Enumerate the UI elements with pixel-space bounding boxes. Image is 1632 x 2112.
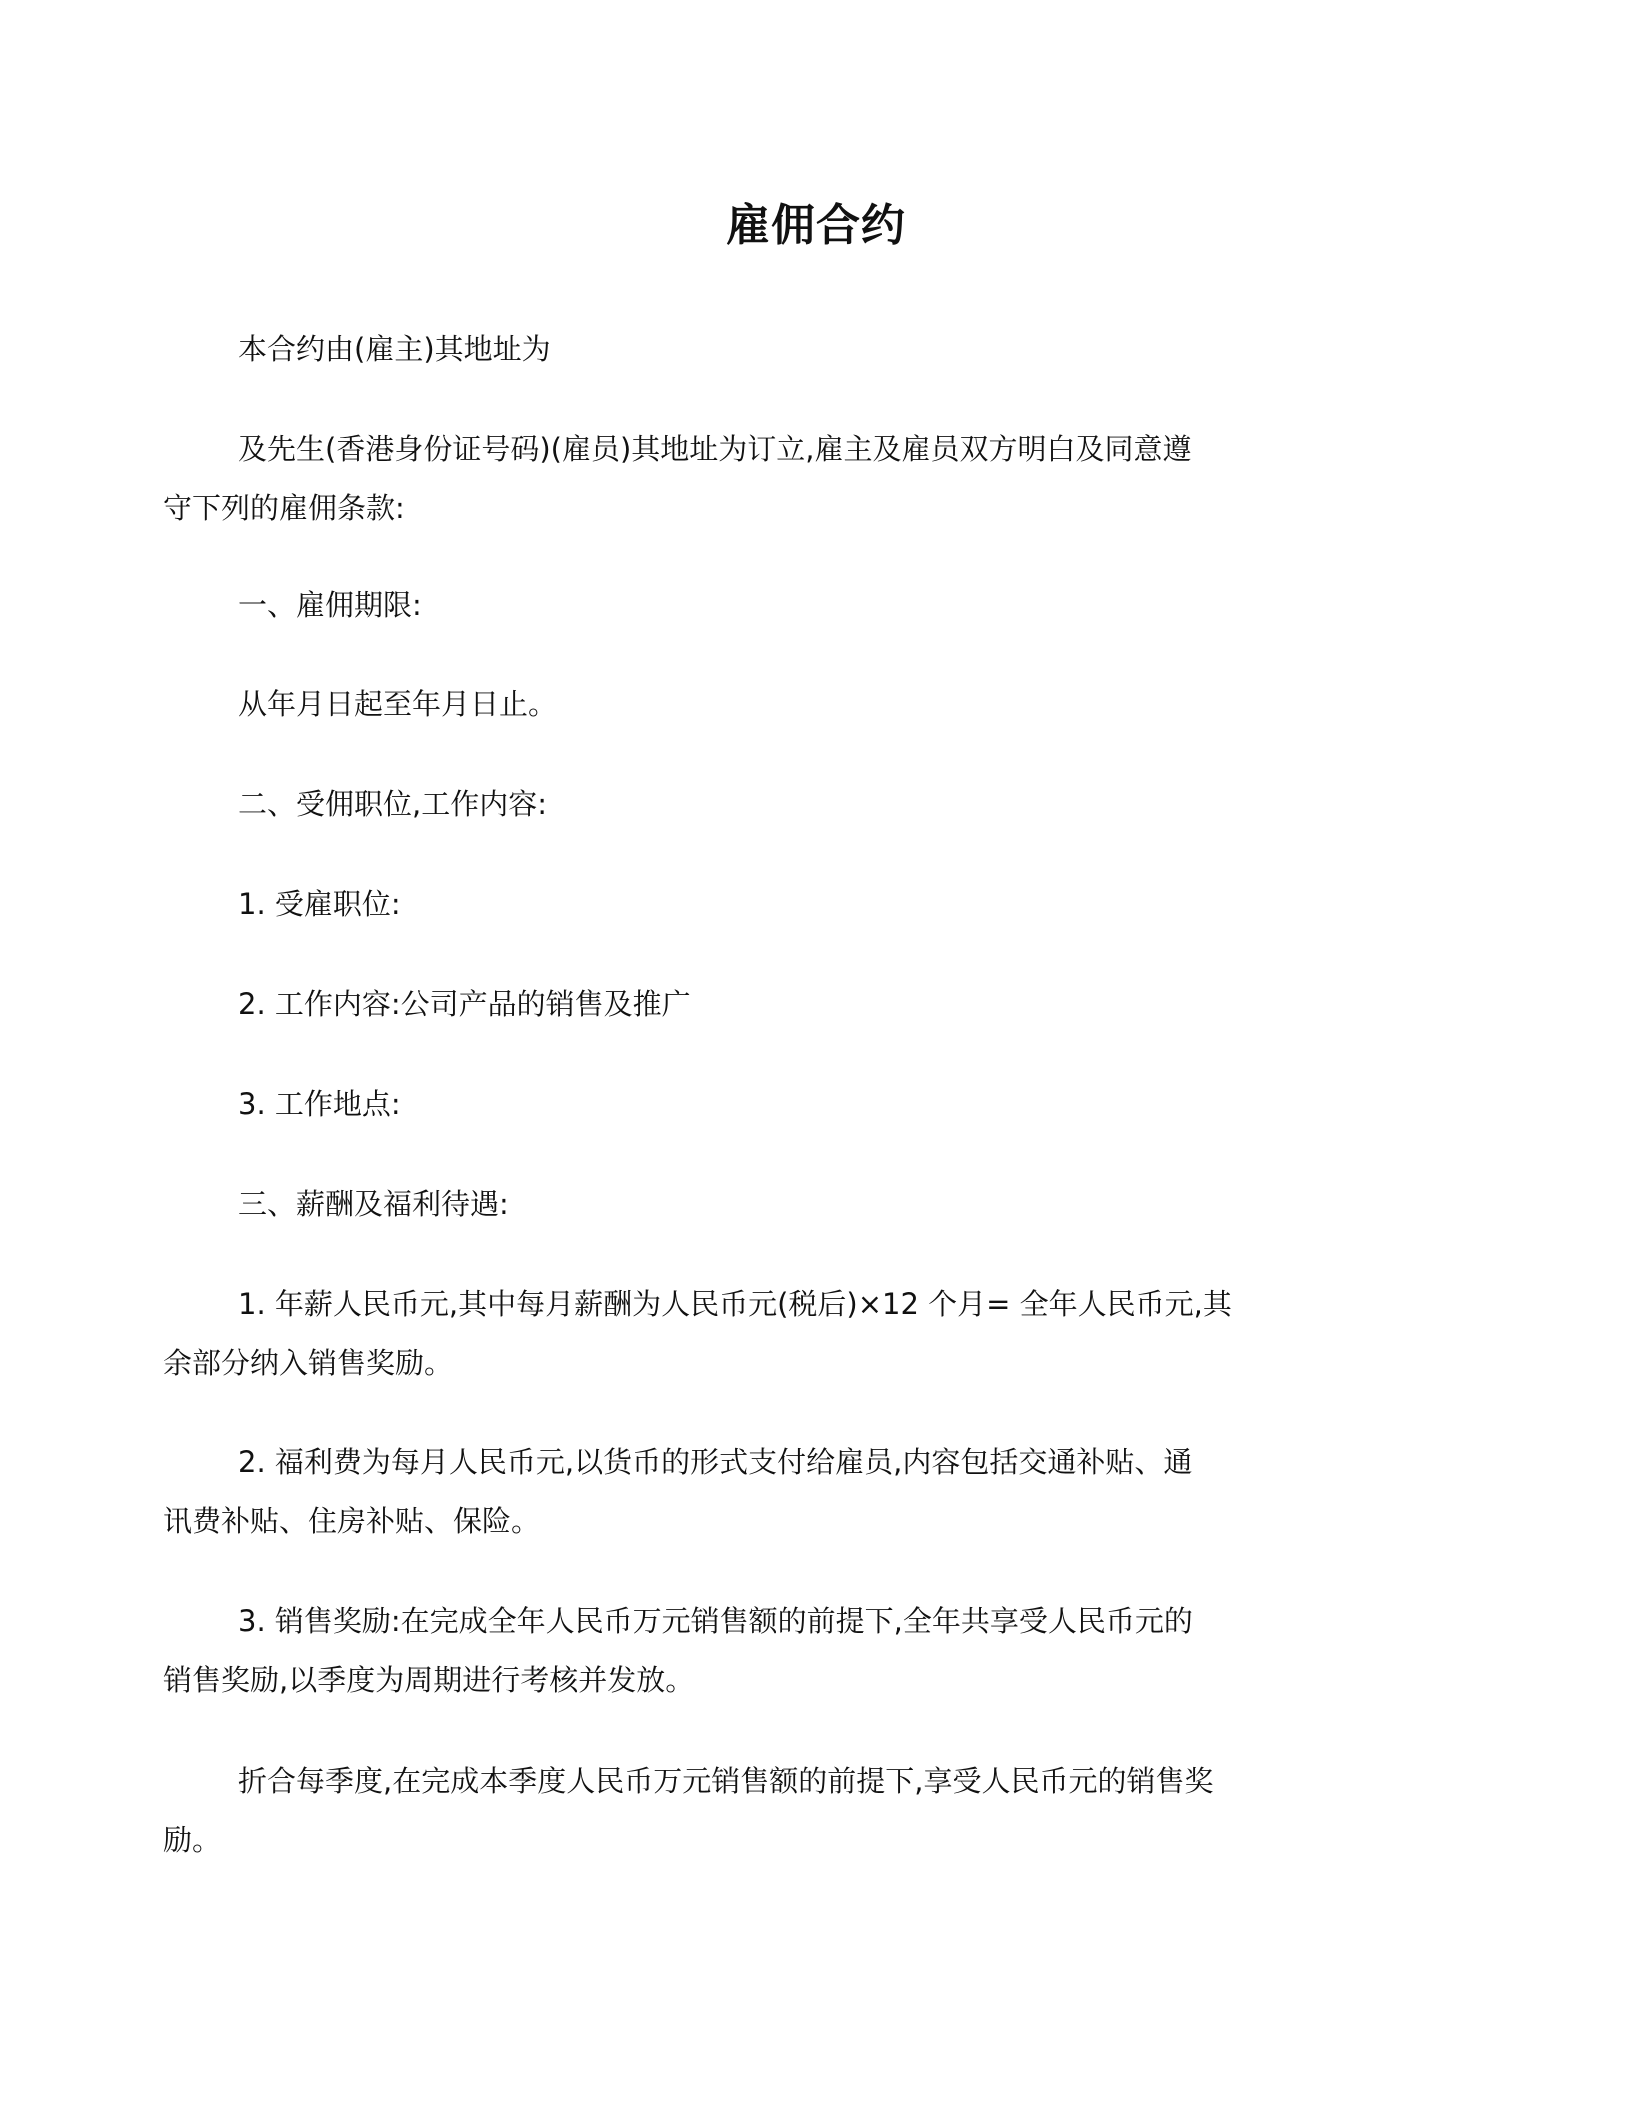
list-item-work-location [238, 1075, 1388, 1134]
paragraph-parties-employee-cont [163, 479, 1388, 538]
paragraph-term-dates [238, 675, 1388, 734]
list-item-position [238, 875, 1388, 934]
list-item-sales-bonus-cont [163, 1651, 1388, 1710]
list-item-annual-salary-cont [163, 1334, 1388, 1393]
paragraph-line: 销售奖励,以季度为周期进行考核并发放。 [163, 1663, 695, 1697]
paragraph-line: 三、薪酬及福利待遇: [238, 1187, 509, 1221]
paragraph-line: 折合每季度,在完成本季度人民币万元销售额的前提下,享受人民币元的销售奖 [238, 1764, 1214, 1798]
section-heading-salary [238, 1175, 1388, 1234]
paragraph-line: 一、雇佣期限: [238, 588, 422, 622]
paragraph-line: 讯费补贴、住房补贴、保险。 [163, 1504, 541, 1538]
list-item-annual-salary [238, 1275, 1388, 1334]
section-heading-position [238, 775, 1388, 834]
list-item-benefits-cont [163, 1492, 1388, 1551]
paragraph-line: 1. 年薪人民币元,其中每月薪酬为人民币元(税后)×12 个月= 全年人民币元,其 [238, 1287, 1232, 1321]
paragraph-line: 余部分纳入销售奖励。 [163, 1346, 454, 1380]
paragraph-quarterly-bonus-cont [163, 1811, 1388, 1870]
paragraph-line: 3. 工作地点: [238, 1087, 401, 1121]
list-item-sales-bonus [238, 1592, 1388, 1651]
paragraph-line: 二、受佣职位,工作内容: [238, 787, 547, 821]
document-title: 雇佣合约 [726, 200, 906, 251]
list-item-benefits [238, 1433, 1388, 1492]
paragraph-parties-employee [238, 420, 1388, 479]
paragraph-line: 2. 工作内容:公司产品的销售及推广 [238, 987, 691, 1021]
paragraph-parties-employer [238, 320, 1388, 379]
paragraph-line: 3. 销售奖励:在完成全年人民币万元销售额的前提下,全年共享受人民币元的 [238, 1604, 1193, 1638]
paragraph-line: 2. 福利费为每月人民币元,以货币的形式支付给雇员,内容包括交通补贴、通 [238, 1445, 1193, 1479]
section-heading-term [238, 576, 1388, 635]
paragraph-line: 1. 受雇职位: [238, 887, 401, 921]
paragraph-line: 本合约由(雇主)其地址为 [238, 332, 551, 366]
paragraph-quarterly-bonus [238, 1752, 1388, 1811]
list-item-job-content [238, 975, 1388, 1034]
paragraph-line: 及先生(香港身份证号码)(雇员)其地址为订立,雇主及雇员双方明白及同意遵 [238, 432, 1192, 466]
paragraph-line: 守下列的雇佣条款: [163, 491, 405, 525]
paragraph-line: 励。 [163, 1823, 222, 1857]
paragraph-line: 从年月日起至年月日止。 [238, 687, 558, 721]
